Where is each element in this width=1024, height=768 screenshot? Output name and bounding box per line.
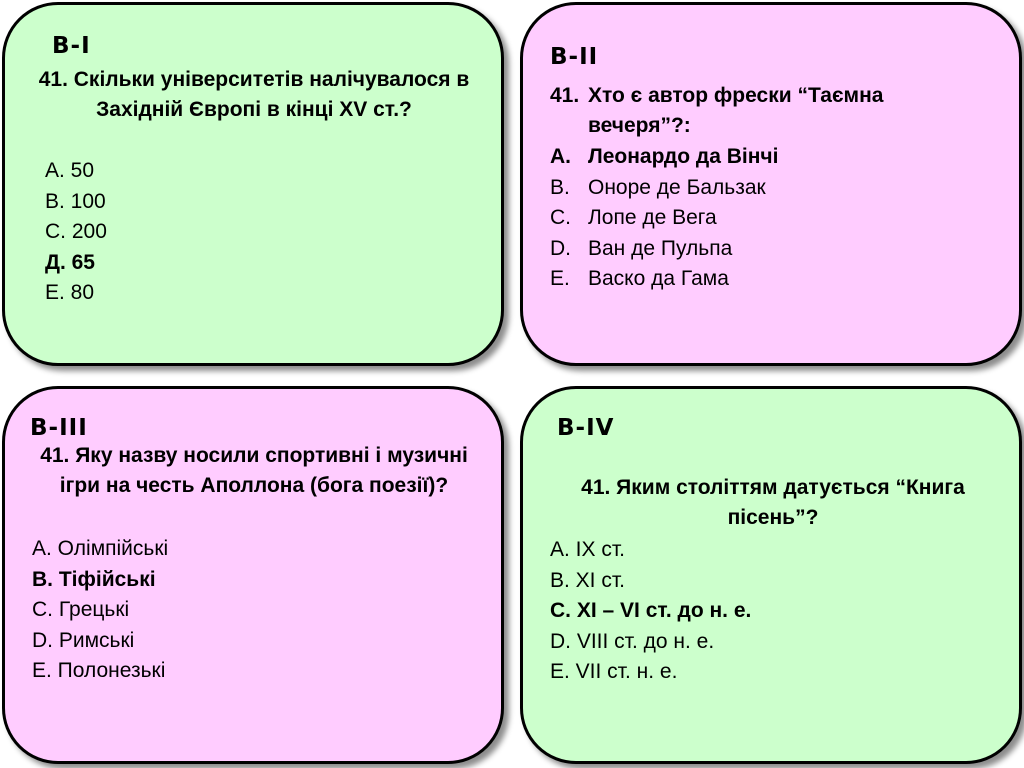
question-text: 41. Яку назву носили спортивні і музичні ігри на честь Аполлона (бога поезії)? bbox=[40, 444, 468, 497]
variant-label: В-ІІ bbox=[550, 44, 599, 70]
answer-option: С. 200 bbox=[45, 220, 107, 243]
answer-option: E. VІІ ст. н. е. bbox=[550, 660, 678, 683]
answer-option: A. ІХ ст. bbox=[550, 538, 625, 561]
answer-list bbox=[45, 156, 107, 309]
answer-option: D. VІІІ ст. до н. е. bbox=[550, 629, 715, 653]
answer-option bbox=[550, 173, 778, 204]
answer-letter: D. bbox=[550, 236, 571, 260]
answer-option-correct: Д. 65 bbox=[45, 250, 95, 274]
answer-option bbox=[550, 264, 778, 295]
answer-letter: B. bbox=[550, 175, 570, 199]
answer-text: Ван де Пульпа bbox=[588, 236, 733, 260]
question-body: Хто є автор фрески “Таємна вечеря”?: bbox=[588, 84, 884, 137]
answer-list bbox=[550, 535, 751, 688]
variant-label: В-І bbox=[52, 33, 91, 59]
question-card-3 bbox=[2, 386, 504, 764]
answer-option bbox=[550, 234, 778, 265]
question-text: 41. Скільки університетів налічувалося в Західній Європі в кінці XV ст.? bbox=[38, 68, 470, 121]
question-card-4 bbox=[520, 386, 1022, 764]
question-card-2 bbox=[520, 2, 1022, 366]
answer-text: Оноре де Бальзак bbox=[588, 175, 766, 199]
answer-option: C. Грецькі bbox=[32, 598, 130, 621]
answer-option-correct: B. Тіфійські bbox=[32, 567, 156, 591]
answer-option: A. Олімпійські bbox=[32, 537, 169, 560]
question-text: 41. Яким століттям датується “Книга пісень”? bbox=[581, 476, 965, 529]
variant-label: В-ІІІ bbox=[30, 415, 88, 441]
answer-letter: E. bbox=[550, 267, 570, 290]
answer-option: E. Полонезькі bbox=[32, 659, 166, 682]
question-card-1 bbox=[2, 2, 504, 366]
answer-option-correct: C. ХІ – VІ ст. до н. е. bbox=[550, 599, 752, 622]
answer-list bbox=[32, 534, 168, 687]
variant-label: В-ІV bbox=[557, 415, 615, 441]
answer-option bbox=[550, 203, 778, 234]
answer-option: Е. 80 bbox=[45, 281, 95, 304]
question-text bbox=[550, 81, 970, 141]
answer-list bbox=[550, 142, 778, 295]
answer-letter: A. bbox=[550, 145, 571, 168]
answer-text: Леонардо да Вінчі bbox=[588, 145, 779, 168]
question-number: 41. bbox=[550, 84, 580, 107]
answer-text: Васко да Гама bbox=[588, 267, 729, 290]
answer-text: Лопе де Вега bbox=[588, 206, 717, 229]
answer-option-correct bbox=[550, 142, 778, 173]
answer-option: А. 50 bbox=[45, 159, 95, 182]
answer-letter: C. bbox=[550, 206, 571, 229]
answer-option: B. ХІ ст. bbox=[550, 568, 625, 592]
answer-option: D. Римські bbox=[32, 628, 135, 652]
answer-option: В. 100 bbox=[45, 189, 106, 213]
